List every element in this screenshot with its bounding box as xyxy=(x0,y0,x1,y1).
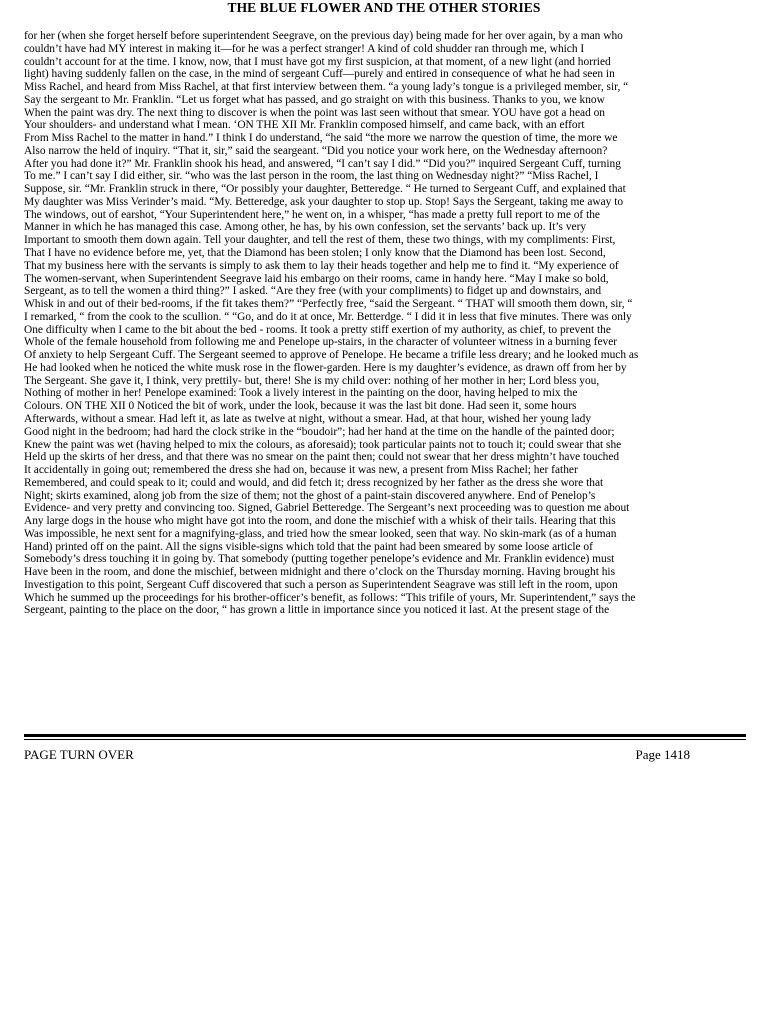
text-line: The Sergeant. She gave it, I think, very prettily- but, there! She is my child over: nothing of her mother in her; Lord bless you, xyxy=(24,374,600,387)
text-line: One difficulty when I came to the bit about the bed - rooms. It took a pretty stiff exertion of my authority, as chief, to prevent the xyxy=(24,323,611,336)
text-line: Have been in the room, and done the mischief, between midnight and there o’clock on the Thursday morning. Having brought his xyxy=(24,566,616,579)
text-line: When the paint was dry. The next thing to discover is when the point was last seen without that smear. YOU have got a head on xyxy=(24,106,605,119)
text-line: Sergeant, painting to the place on the door, “ has grown a little in importance since you noticed it last. At the present stage of the xyxy=(24,604,610,617)
text-line: couldn’t account for at the time. I know, now, that I must have got my first suspicion, at that moment, of a new light (and horried xyxy=(24,55,611,68)
text-line: Say the sergeant to Mr. Franklin. “Let us forget what has passed, and go straight on with this business. Thanks to you, we know xyxy=(24,93,605,106)
text-line: Also narrow the held of inquiry. “That it, sir,” said the seargeant. “Did you notice your work here, on the Wednesday afternoon? xyxy=(24,144,608,157)
text-line: It accidentally in going out; remembered the dress she had on, because it was new, a present from Miss Rachel; her father xyxy=(24,464,578,477)
page-turn-over-label: PAGE TURN OVER xyxy=(24,747,134,762)
text-line: Evidence- and very pretty and convincing too. Signed, Gabriel Betteredge. The Sergeant’s next proceeding was to question me about xyxy=(24,502,630,515)
text-line: Colours. ON THE XII 0 Noticed the bit of work, under the look, because it was the last bit done. Had seen it, some hours xyxy=(24,400,577,413)
text-line: Whisk in and out of their bed-rooms, if the fit takes them?” “Perfectly free, “said the Sergeant. “ THAT will smooth them down, sir, “ xyxy=(24,298,633,311)
text-line: Night; skirts examined, along job from the size of them; not the ghost of a paint-stain discovered anywhere. End of Penelop’s xyxy=(24,489,596,502)
text-line: Was impossible, he next sent for a magnifying-glass, and tried how the smear looked, seen that way. No skin-mark (as of a human xyxy=(24,527,617,540)
text-line: light) having suddenly fallen on the case, in the mind of sergeant Cuff—purely and entired in consequence of what he had seen in xyxy=(24,68,615,81)
text-line: That my business here with the servants is simply to ask them to lay their heads together and help me to find it. “My experience of xyxy=(24,259,619,272)
text-line: Knew the paint was wet (having helped to mix the colours, as aforesaid); took particular paints not to touch it; could swear that she xyxy=(24,438,622,451)
text-line: Good night in the bedroom; had hard the clock strike in the “boudoir”; had her hand at the time on the handle of the painted door; xyxy=(24,425,615,438)
footer-rule-thin xyxy=(24,739,746,740)
text-line: Miss Rachel, and heard from Miss Rachel, at that first interview between them. “a young lady’s tongue is a privileged member, sir, “ xyxy=(24,81,629,94)
text-line: Manner in which he has managed this case. Among other, he has, by his own confession, set the servants’ back up. It’s very xyxy=(24,221,587,234)
page-title: THE BLUE FLOWER AND THE OTHER STORIES xyxy=(227,0,541,15)
text-line: Hand) printed off on the paint. All the signs visible-signs which told that the paint had been smeared by some loose article of xyxy=(24,540,593,553)
text-line: Somebody’s dress touching it in going by. That somebody (putting together penelope’s evidence and Mr. Franklin evidence) must xyxy=(24,553,615,566)
text-line: Which he summed up the proceedings for his brother-officer’s benefit, as follows: “This trifile of yours, Mr. Superintendent,” says the xyxy=(24,591,636,604)
text-line: From Miss Rachel to the matter in hand.” I think I do understand, “he said “the more we narrow the question of time, the more we xyxy=(24,132,618,145)
text-line: Sergeant, as to tell the women a third thing?” I asked. “Are they free (with your compliments) to fidget up and downstairs, and xyxy=(24,285,602,298)
text-line: That I have no evidence before me, yet, that the Diamond has been stolen; I only know that the Diamond has been lost. Second, xyxy=(24,247,606,260)
text-line: My daughter was Miss Verinder’s maid. “My. Betteredge, ask your daughter to stop up. Stop! Says the Sergeant, taking me away to xyxy=(24,195,624,208)
text-line: I remarked, “ from the cook to the scullion. “ “Go, and do it at once, Mr. Betterdge. “ I did it in less that five minutes. There was only xyxy=(24,310,632,323)
text-line: Important to smooth them down again. Tell your daughter, and tell the rest of them, these two things, with my compliments: First, xyxy=(24,234,616,247)
text-line: Suppose, sir. “Mr. Franklin struck in there, “Or possibly your daughter, Betteredge. “ He turned to Sergeant Cuff, and explained that xyxy=(24,183,626,196)
footer-rule-thick xyxy=(24,734,746,737)
text-line: After you had done it?” Mr. Franklin shook his head, and answered, “I can’t say I did.” “Did you?” inquired Sergeant Cuff, turning xyxy=(24,157,621,170)
text-line: The women-servant, when Superintendent Seegrave laid his embargo on their rooms, came in handy here. “May I make so bold, xyxy=(24,272,609,285)
text-line: couldn’t have had MY interest in making it—for he was a perfect stranger! A kind of cold shudder ran through me, which I xyxy=(24,42,585,55)
text-line: To me.” I can’t say I did either, sir. “who was the last person in the room, the last thing on Wednesday night?” “Miss Rachel, I xyxy=(24,170,599,183)
text-line: The windows, out of earshot, “Your Superintendent here,” he went on, in a whisper, “has made a pretty full report to me of the xyxy=(24,208,600,221)
text-line: Investigation to this point, Sergeant Cuff discovered that such a person as Superintendent Seagrave was still left in the room, upon xyxy=(24,578,618,591)
text-line: Your shoulders- and understand what I mean. ‘ON THE XII Mr. Franklin composed himself, and came back, with an effort xyxy=(24,119,585,132)
text-line: Any large dogs in the house who might have got into the room, and done the mischief with a whisk of their tails. Hearing that this xyxy=(24,515,616,528)
text-line: Nothing of mother in her! Penelope examined: Took a lively interest in the painting on the door, having helped to mix the xyxy=(24,387,578,400)
text-line: He had looked when he noticed the white musk rose in the flower-garden. Here is my daughter’s evidence, as drawn off from her by xyxy=(24,361,627,374)
text-line: for her (when she forget herself before superintendent Seegrave, on the previous day) being made for her over again, by a man who xyxy=(24,30,623,42)
text-line: Whole of the female household from following me and Penelope up-stairs, in the character of volunteer witness in a burning fever xyxy=(24,336,618,349)
text-line: Afterwards, without a smear. Had left it, as late as twelve at night, without a smear. Had, at that hour, wished her young lady xyxy=(24,412,592,425)
page-number: Page 1418 xyxy=(635,747,690,762)
body-text xyxy=(24,30,750,617)
text-line: Of anxiety to help Sergeant Cuff. The Sergeant seemed to approve of Penelope. He became a trifile less dreary; and he looked much as xyxy=(24,349,639,362)
text-line: Held up the skirts of her dress, and that there was no smear on the paint then; could not swear that her dress mightn’t have touched xyxy=(24,451,620,464)
text-line: Remembered, and could speak to it; could and would, and did fetch it; dress recognized by her father as the dress she wore that xyxy=(24,476,604,489)
